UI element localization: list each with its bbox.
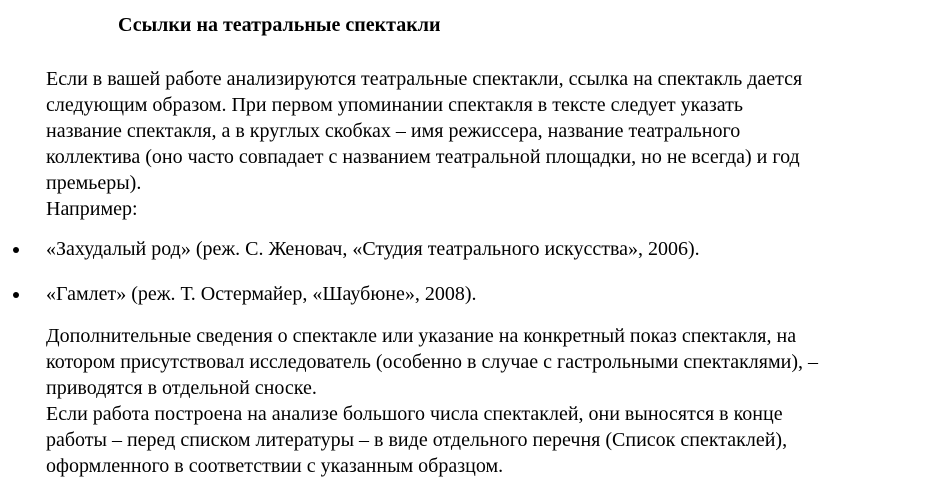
- text-line: коллектива (оно часто совпадает с названием театральной площадки, но не всегда) и год: [46, 146, 800, 168]
- bullet-icon: [13, 292, 19, 298]
- text-line: Если работа построена на анализе большого числа спектаклей, они выносятся в конце: [46, 403, 783, 425]
- additional-info-paragraph: [46, 323, 936, 479]
- section-heading: Ссылки на театральные спектакли: [118, 14, 441, 36]
- example-text: «Гамлет» (реж. Т. Остермайер, «Шаубюне», 2008).: [46, 283, 477, 305]
- intro-paragraph: [46, 66, 936, 222]
- text-line: следующим образом. При первом упоминании спектакля в тексте следует указать: [46, 94, 743, 116]
- text-line: Если в вашей работе анализируются театральные спектакли, ссылка на спектакль дается: [46, 68, 803, 90]
- text-line: приводятся в отдельной сноске.: [46, 377, 317, 399]
- text-line: Например:: [46, 198, 138, 220]
- example-list-item: [0, 236, 952, 262]
- example-text: «Захудалый род» (реж. С. Женовач, «Студия театрального искусства», 2006).: [46, 238, 700, 260]
- text-line: Дополнительные сведения о спектакле или указание на конкретный показ спектакля, на: [46, 325, 797, 347]
- text-line: название спектакля, а в круглых скобках – имя режиссера, название театрального: [46, 120, 741, 142]
- text-line: премьеры).: [46, 172, 142, 194]
- text-line: оформленного в соответствии с указанным образцом.: [46, 455, 504, 477]
- example-list-item: [0, 281, 952, 307]
- text-line: работы – перед списком литературы – в виде отдельного перечня (Список спектаклей),: [46, 429, 788, 451]
- text-line: котором присутствовал исследователь (особенно в случае с гастрольными спектаклями), –: [46, 351, 819, 373]
- bullet-icon: [13, 247, 19, 253]
